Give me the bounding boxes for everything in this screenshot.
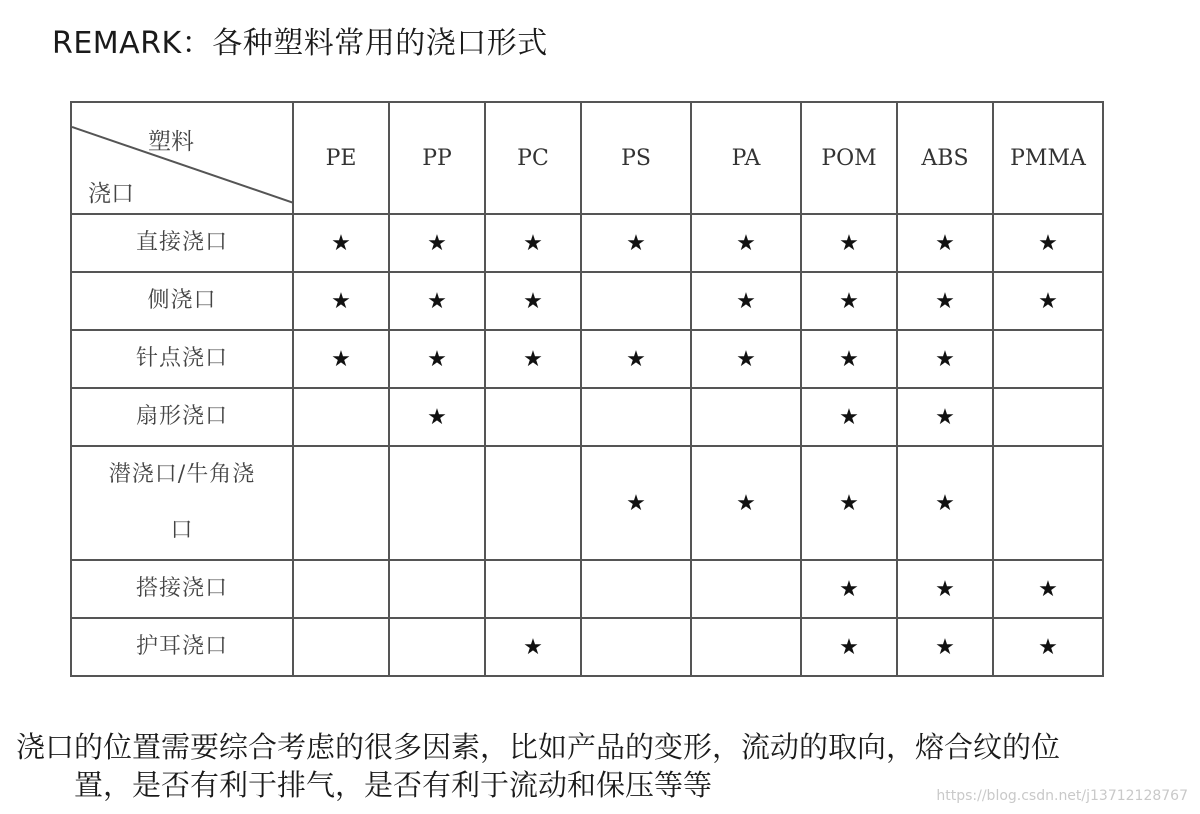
star-cell: ★ (801, 330, 897, 388)
star-cell: ★ (897, 560, 993, 618)
star-cell: ★ (897, 330, 993, 388)
star-cell: ★ (581, 330, 691, 388)
star-cell (691, 618, 801, 676)
star-cell (293, 618, 389, 676)
star-cell (389, 560, 485, 618)
star-cell (581, 560, 691, 618)
star-cell: ★ (897, 214, 993, 272)
star-cell (691, 388, 801, 446)
star-cell: ★ (993, 214, 1103, 272)
row-label-tab-gate: 护耳浇口 (71, 618, 293, 676)
star-cell: ★ (897, 272, 993, 330)
page-title: REMARK：各种塑料常用的浇口形式 (52, 26, 548, 61)
star-cell (993, 446, 1103, 560)
star-cell (389, 618, 485, 676)
star-cell (581, 388, 691, 446)
star-cell: ★ (293, 330, 389, 388)
watermark-url: https://blog.csdn.net/j13712128767 (936, 788, 1188, 804)
column-header-pe: PE (293, 102, 389, 214)
star-cell (993, 388, 1103, 446)
corner-plastic-label: 塑料 (148, 129, 194, 155)
corner-cell (71, 102, 293, 214)
table-row (71, 560, 1103, 618)
star-cell: ★ (581, 214, 691, 272)
column-header-abs: ABS (897, 102, 993, 214)
star-cell: ★ (801, 446, 897, 560)
star-cell (293, 560, 389, 618)
star-cell: ★ (691, 272, 801, 330)
star-cell: ★ (897, 388, 993, 446)
star-cell (293, 388, 389, 446)
star-cell: ★ (801, 214, 897, 272)
star-cell: ★ (389, 272, 485, 330)
star-cell: ★ (485, 330, 581, 388)
star-cell (581, 272, 691, 330)
star-cell (389, 446, 485, 560)
table-row (71, 618, 1103, 676)
star-cell: ★ (897, 446, 993, 560)
star-cell: ★ (293, 272, 389, 330)
column-header-ps: PS (581, 102, 691, 214)
header-row (71, 102, 1103, 214)
star-cell: ★ (801, 388, 897, 446)
row-label-direct-gate: 直接浇口 (71, 214, 293, 272)
column-header-pc: PC (485, 102, 581, 214)
star-cell: ★ (801, 272, 897, 330)
star-cell (485, 388, 581, 446)
table-row (71, 388, 1103, 446)
star-cell: ★ (801, 618, 897, 676)
star-cell: ★ (485, 214, 581, 272)
star-cell: ★ (691, 330, 801, 388)
note-line-2: 置，是否有利于排气，是否有利于流动和保压等等 (74, 768, 713, 802)
table-row (71, 330, 1103, 388)
note-line-1: 浇口的位置需要综合考虑的很多因素，比如产品的变形，流动的取向，熔合纹的位 (16, 730, 1061, 764)
star-cell (293, 446, 389, 560)
star-cell (485, 560, 581, 618)
star-cell: ★ (993, 618, 1103, 676)
star-cell: ★ (293, 214, 389, 272)
column-header-pom: POM (801, 102, 897, 214)
table-row (71, 214, 1103, 272)
column-header-pa: PA (691, 102, 801, 214)
column-header-pmma: PMMA (993, 102, 1103, 214)
row-label-overlap-gate: 搭接浇口 (71, 560, 293, 618)
star-cell: ★ (691, 446, 801, 560)
star-cell: ★ (389, 388, 485, 446)
table-row (71, 446, 1103, 560)
star-cell: ★ (581, 446, 691, 560)
star-cell (485, 446, 581, 560)
star-cell (993, 330, 1103, 388)
star-cell: ★ (801, 560, 897, 618)
row-label-line: 口 (170, 518, 194, 543)
star-cell: ★ (993, 560, 1103, 618)
column-header-pp: PP (389, 102, 485, 214)
star-cell (581, 618, 691, 676)
star-cell: ★ (485, 272, 581, 330)
row-label-submarine-gate (71, 446, 293, 560)
star-cell: ★ (993, 272, 1103, 330)
table-row (71, 272, 1103, 330)
row-label-side-gate: 侧浇口 (71, 272, 293, 330)
row-label-pin-point-gate: 针点浇口 (71, 330, 293, 388)
star-cell: ★ (897, 618, 993, 676)
gate-type-table (70, 101, 1104, 677)
star-cell: ★ (485, 618, 581, 676)
row-label-fan-gate: 扇形浇口 (71, 388, 293, 446)
star-cell: ★ (389, 330, 485, 388)
star-cell (691, 560, 801, 618)
star-cell: ★ (691, 214, 801, 272)
star-cell: ★ (389, 214, 485, 272)
row-label-line: 潜浇口/牛角浇 (108, 462, 256, 487)
corner-gate-label: 浇口 (88, 181, 134, 207)
